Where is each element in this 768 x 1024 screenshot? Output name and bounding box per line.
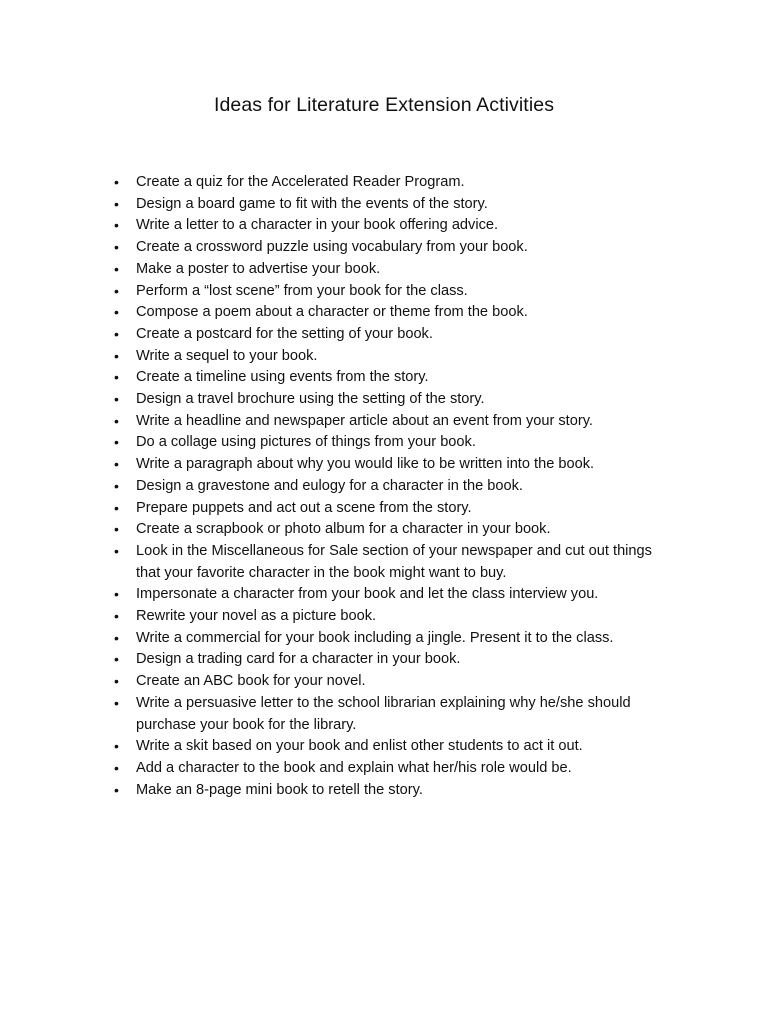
list-item-text: Do a collage using pictures of things from your book. <box>136 434 476 451</box>
list-item-text: Prepare puppets and act out a scene from the story. <box>136 499 472 516</box>
list-item <box>0 346 676 368</box>
list-item-text: Make an 8-page mini book to retell the story. <box>136 781 423 798</box>
list-item-text: Write a skit based on your book and enlist other students to act it out. <box>136 738 583 755</box>
bullet-icon: • <box>114 738 119 755</box>
list-item <box>0 758 676 780</box>
bullet-icon: • <box>114 499 119 516</box>
bullet-icon: • <box>114 759 119 776</box>
bullet-icon: • <box>114 260 119 277</box>
bullet-icon: • <box>114 412 119 429</box>
list-item-text: Look in the Miscellaneous for Sale section of your newspaper and cut out things that your favorite character in the book might want to buy. <box>136 542 652 581</box>
bullet-icon: • <box>114 781 119 798</box>
bullet-icon: • <box>114 477 119 494</box>
list-item <box>0 324 676 346</box>
list-item <box>0 411 676 433</box>
list-item-text: Create a postcard for the setting of your book. <box>136 325 433 342</box>
list-item-text: Create a scrapbook or photo album for a character in your book. <box>136 521 551 538</box>
list-item-text: Create an ABC book for your novel. <box>136 673 366 690</box>
list-item <box>0 606 676 628</box>
list-item-text: Impersonate a character from your book and let the class interview you. <box>136 586 599 603</box>
list-item <box>0 237 676 259</box>
bullet-icon: • <box>114 694 119 711</box>
list-item-text: Write a headline and newspaper article about an event from your story. <box>136 412 593 429</box>
list-item <box>0 736 676 758</box>
list-item-text: Compose a poem about a character or theme from the book. <box>136 304 528 321</box>
list-item <box>0 215 676 237</box>
bullet-icon: • <box>114 369 119 386</box>
bullet-icon: • <box>114 239 119 256</box>
list-item <box>0 584 676 606</box>
list-item-text: Write a letter to a character in your book offering advice. <box>136 217 499 234</box>
bullet-icon: • <box>114 456 119 473</box>
list-item <box>0 541 676 584</box>
list-item <box>0 302 676 324</box>
bullet-icon: • <box>114 521 119 538</box>
list-item <box>0 281 676 303</box>
list-item <box>0 476 676 498</box>
list-item-text: Add a character to the book and explain what her/his role would be. <box>136 759 572 776</box>
bullet-icon: • <box>114 434 119 451</box>
bullet-icon: • <box>114 217 119 234</box>
bullet-icon: • <box>114 325 119 342</box>
list-item <box>0 367 676 389</box>
list-item-text: Design a trading card for a character in your book. <box>136 651 461 668</box>
bullet-icon: • <box>114 282 119 299</box>
list-item-text: Perform a “lost scene” from your book for the class. <box>136 282 468 299</box>
list-item <box>0 628 676 650</box>
list-item-text: Rewrite your novel as a picture book. <box>136 608 377 625</box>
list-item-text: Write a paragraph about why you would like to be written into the book. <box>136 456 595 473</box>
bullet-icon: • <box>114 174 119 190</box>
list-item-text: Design a gravestone and eulogy for a character in the book. <box>136 477 523 494</box>
bullet-icon: • <box>114 651 119 668</box>
bullet-icon: • <box>114 304 119 321</box>
list-item <box>0 172 676 194</box>
list-item-text: Write a commercial for your book including a jingle. Present it to the class. <box>136 629 614 646</box>
bullet-icon: • <box>114 629 119 646</box>
bullet-icon: • <box>114 673 119 690</box>
list-item <box>0 519 676 541</box>
list-item <box>0 693 676 736</box>
list-item <box>0 194 676 216</box>
list-item-text: Write a sequel to your book. <box>136 347 318 364</box>
list-item <box>0 432 676 454</box>
list-item <box>0 780 676 802</box>
page-title: Ideas for Literature Extension Activities <box>213 94 555 116</box>
list-item <box>0 671 676 693</box>
bullet-icon: • <box>114 391 119 408</box>
bullet-icon: • <box>114 586 119 603</box>
list-item-text: Create a crossword puzzle using vocabulary from your book. <box>136 239 528 256</box>
bullet-icon: • <box>114 195 119 212</box>
list-item-text: Design a travel brochure using the setting of the story. <box>136 391 485 408</box>
list-item-text: Create a timeline using events from the story. <box>136 369 429 386</box>
list-item-text: Design a board game to fit with the events of the story. <box>136 195 488 212</box>
list-item <box>0 454 676 476</box>
list-item <box>0 498 676 520</box>
list-item <box>0 389 676 411</box>
list-item-text: Write a persuasive letter to the school librarian explaining why he/she should purchase your book for the library. <box>136 694 631 733</box>
list-item-text: Make a poster to advertise your book. <box>136 260 381 277</box>
list-item-text: Create a quiz for the Accelerated Reader Program. <box>136 174 465 190</box>
bullet-icon: • <box>114 347 119 364</box>
activity-list <box>0 172 676 801</box>
bullet-icon: • <box>114 608 119 625</box>
bullet-icon: • <box>114 542 119 559</box>
list-item <box>0 649 676 671</box>
list-item <box>0 259 676 281</box>
